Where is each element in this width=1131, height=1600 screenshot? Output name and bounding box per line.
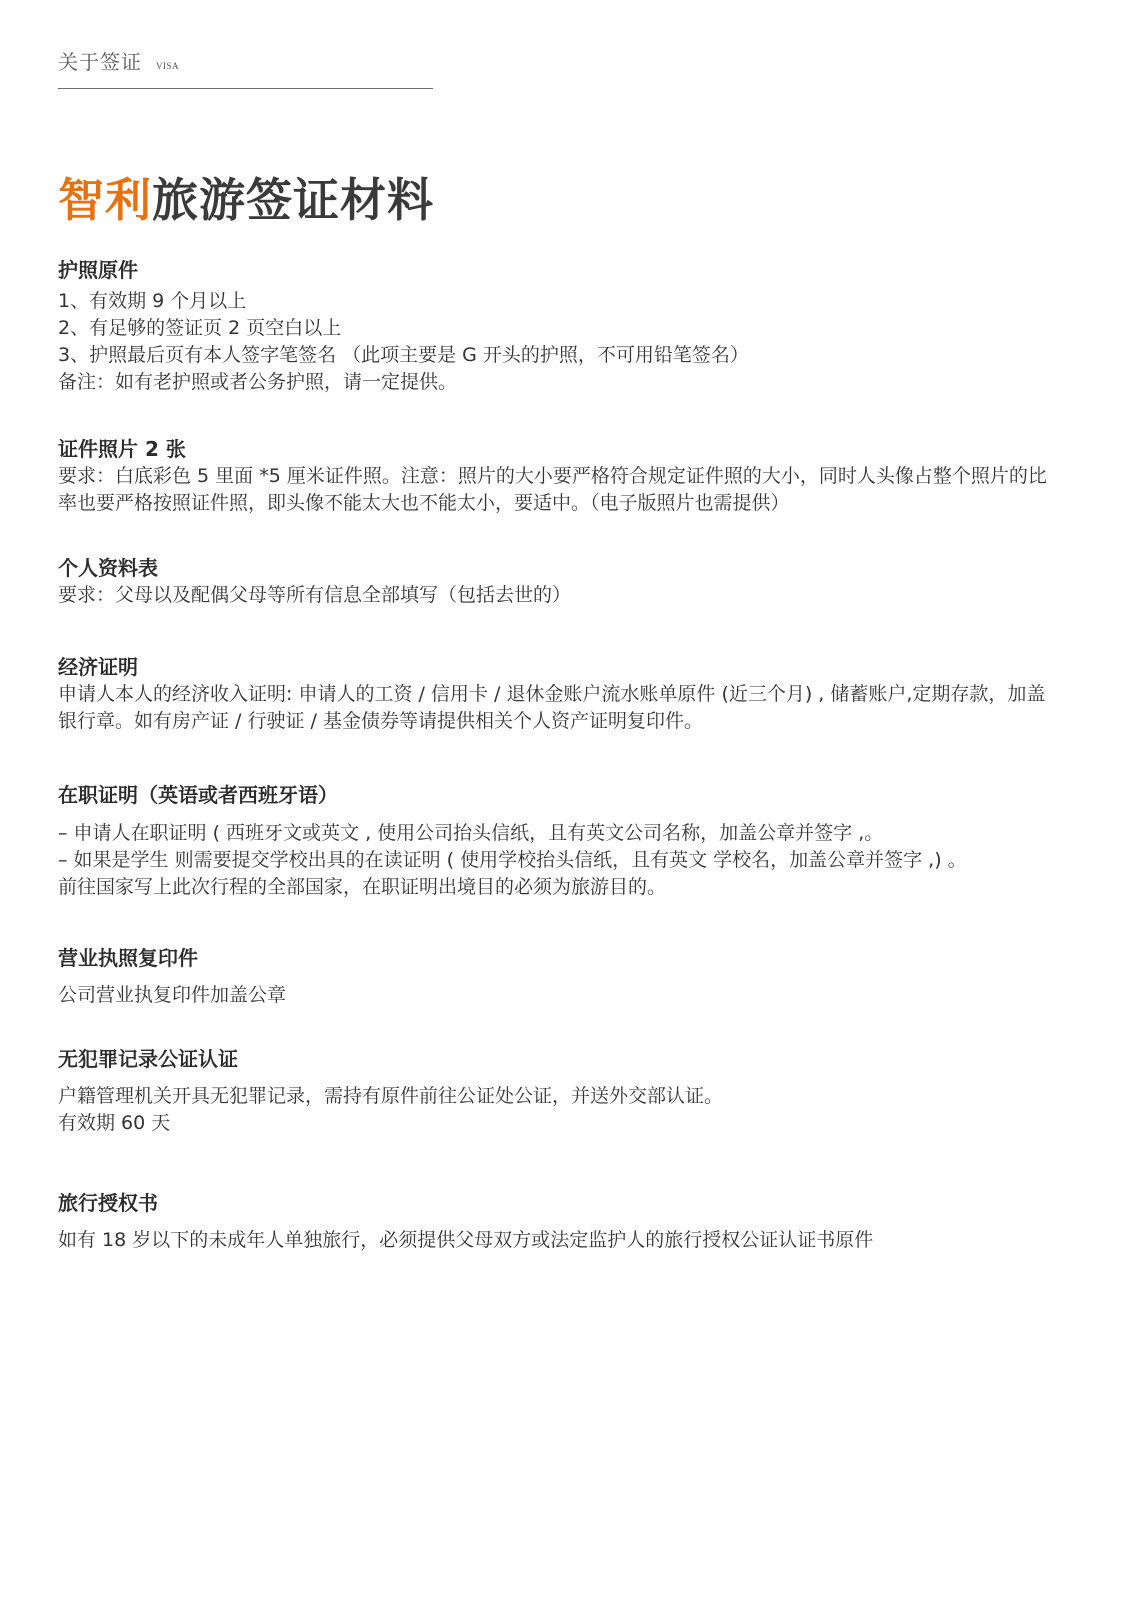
section-line: 有效期 60 天 [58,1112,171,1134]
section-travel-authorization [58,1189,1058,1254]
section-line: 要求：白底彩色 5 里面 *5 厘米证件照。注意：照片的大小要严格符合规定证件照的大小，同时人头像占整个照片的比率也要严格按照证件照，即头像不能太大也不能太小，要适中。（电子版照片也需提供） [58,465,1047,514]
section-passport [58,256,1058,396]
page-title-rest: 旅游签证材料 [152,173,434,227]
section-business-license [58,944,1058,1009]
section-line: 1、有效期 9 个月以上 [58,290,247,312]
section-line: 2、有足够的签证页 2 页空白以上 [58,317,342,339]
section-line: 前往国家写上此次行程的全部国家，在职证明出境目的必须为旅游目的。 [58,876,667,898]
section-line: 如有 18 岁以下的未成年人单独旅行，必须提供父母双方或法定监护人的旅行授权公证认证书原件 [58,1229,874,1251]
section-heading: 在职证明（英语或者西班牙语） [58,783,338,807]
section-line: 3、护照最后页有本人签字笔签名 （此项主要是 G 开头的护照，不可用铅笔签名） [58,344,749,366]
section-heading: 个人资料表 [58,556,158,580]
page-header [58,46,433,89]
section-line: 备注：如有老护照或者公务护照，请一定提供。 [58,371,458,393]
header-subtitle: VISA [156,61,180,71]
section-line: – 申请人在职证明 ( 西班牙文或英文 , 使用公司抬头信纸，且有英文公司名称，加盖公章并签字 ,。 [58,822,884,844]
section-personal-form [58,554,1058,609]
section-heading: 无犯罪记录公证认证 [58,1047,238,1071]
section-employment-proof [58,781,1058,901]
section-heading: 旅行授权书 [58,1191,158,1215]
page-title [58,170,434,230]
section-line: 申请人本人的经济收入证明: 申请人的工资 / 信用卡 / 退休金账户流水账单原件 (近三个月) , 储蓄账户,定期存款，加盖银行章。如有房产证 / 行驶证 / 基金债券等请提供相关个人资产证明复印件。 [58,683,1046,732]
section-line: 公司营业执复印件加盖公章 [58,984,287,1006]
document-body [58,256,1058,1254]
section-heading: 经济证明 [58,655,138,679]
section-line: – 如果是学生 则需要提交学校出具的在读证明 ( 使用学校抬头信纸，且有英文 学校名，加盖公章并签字 ,) 。 [58,849,967,871]
section-photo [58,435,1058,517]
section-heading: 营业执照复印件 [58,946,198,970]
section-line: 户籍管理机关开具无犯罪记录，需持有原件前往公证处公证，并送外交部认证。 [58,1085,724,1107]
section-heading: 护照原件 [58,258,138,282]
header-title: 关于签证 [58,50,142,74]
section-line: 要求：父母以及配偶父母等所有信息全部填写（包括去世的） [58,584,572,606]
page-title-accent: 智利 [58,173,152,227]
section-criminal-record [58,1045,1058,1137]
section-financial-proof [58,653,1058,735]
section-heading: 证件照片 2 张 [58,437,186,461]
